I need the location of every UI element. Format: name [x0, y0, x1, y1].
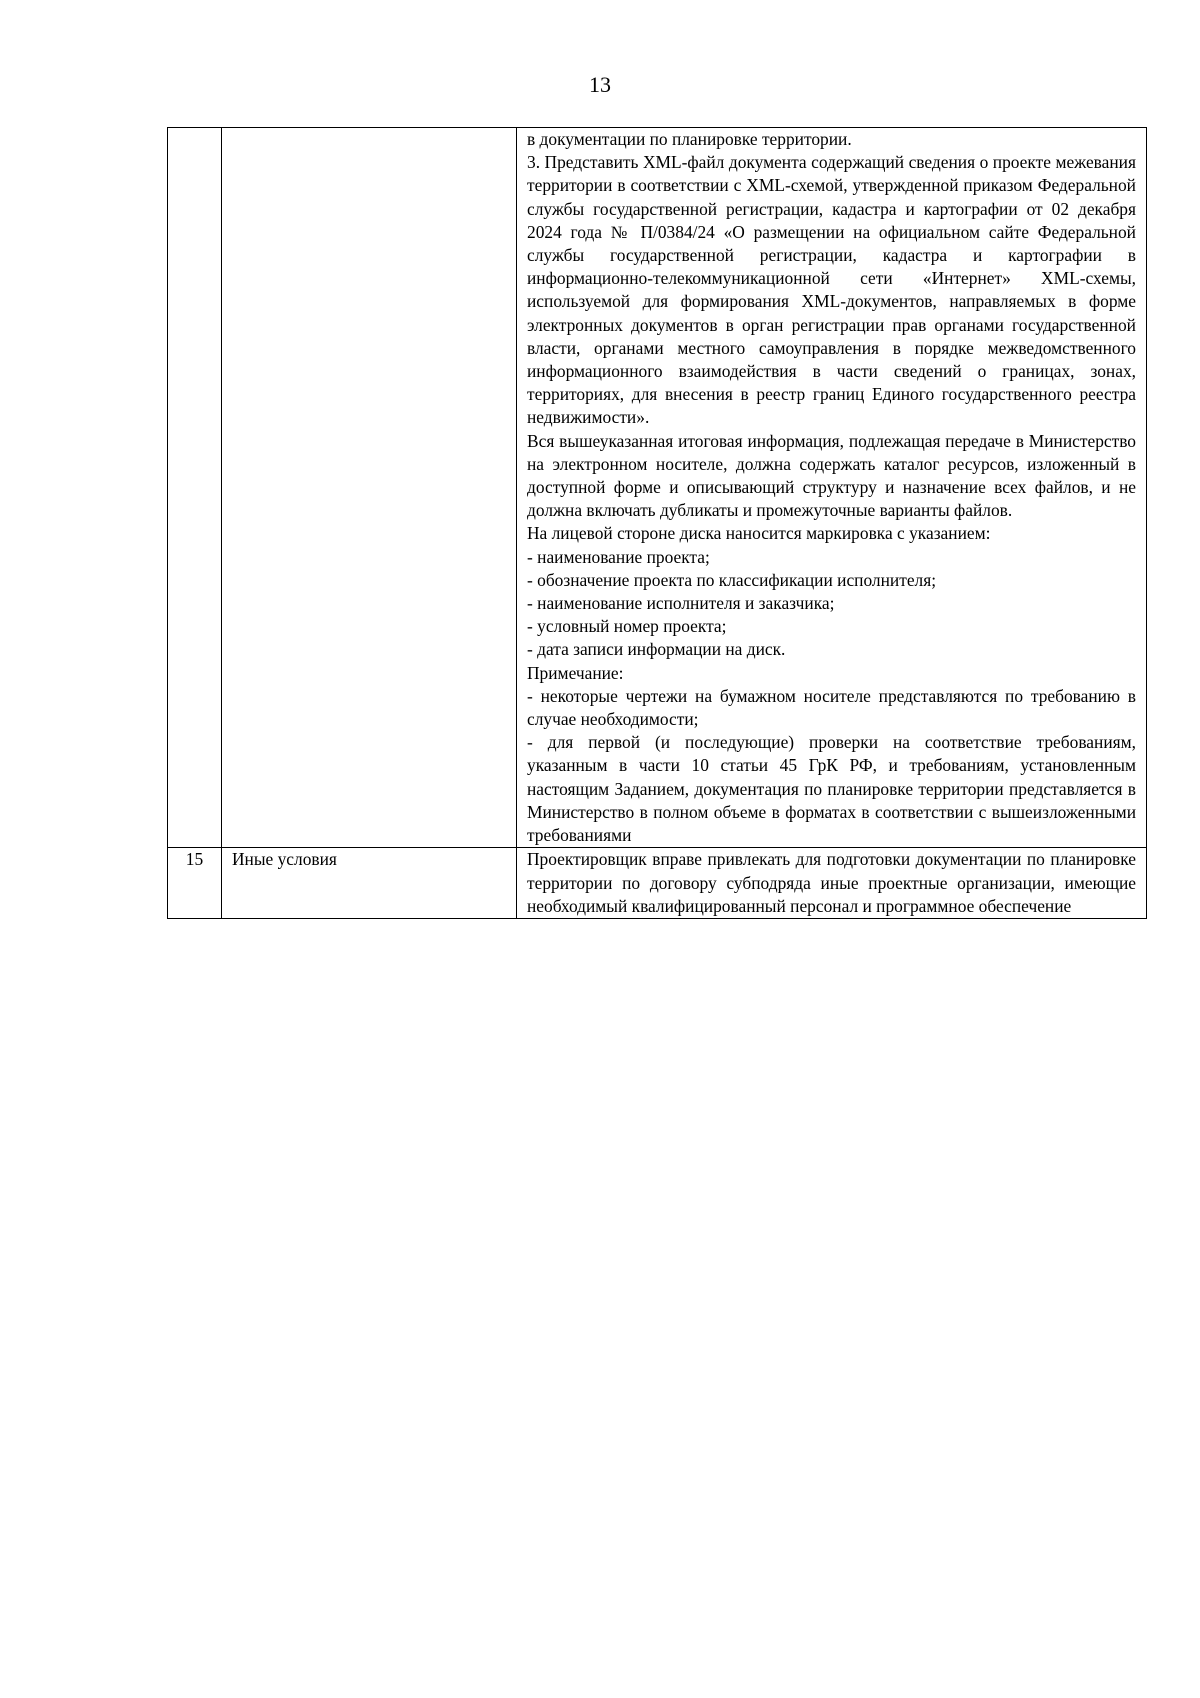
list-item: - обозначение проекта по классификации исполнителя; — [527, 569, 937, 590]
row-number-cell: 15 — [168, 848, 222, 919]
note-item: - некоторые чертежи на бумажном носителе представляются по требованию в случае необходимости; — [527, 685, 1136, 730]
list-item: - наименование исполнителя и заказчика; — [527, 593, 835, 614]
list-item: - наименование проекта; — [527, 546, 710, 567]
list-item: - условный номер проекта; — [527, 616, 727, 637]
paragraph: Вся вышеуказанная итоговая информация, подлежащая передаче в Министерство на электронном носителе, должна содержать каталог ресурсов, изложенный в доступной форме и описывающий структуру и назначение всех файлов, и не должна включать дубликаты и промежуточные варианты файлов. — [527, 430, 1136, 521]
page-number: 13 — [589, 72, 611, 97]
row-description-cell — [517, 128, 1147, 848]
table-row — [168, 848, 1147, 919]
paragraph: На лицевой стороне диска наносится маркировка с указанием: — [527, 523, 991, 544]
note-heading: Примечание: — [527, 662, 624, 683]
row-name-cell — [222, 128, 517, 848]
requirements-table — [167, 127, 1147, 919]
table-row — [168, 128, 1147, 848]
row-number-cell — [168, 128, 222, 848]
paragraph: в документации по планировке территории. — [527, 129, 852, 149]
paragraph: Проектировщик вправе привлекать для подготовки документации по планировке территории по договору субподряда иные проектные организации, имеющие необходимый квалифицированный персонал и программное обеспечение — [527, 849, 1136, 916]
note-item: - для первой (и последующие) проверки на соответствие требованиям, указанным в части 10 статьи 45 ГрК РФ, и требованиям, установленным настоящим Заданием, документация по планировке территории представляется в Министерство в полном объеме в форматах в соответствии с вышеизложенными требованиями — [527, 732, 1136, 846]
list-item: - дата записи информации на диск. — [527, 639, 786, 660]
row-description-cell — [517, 848, 1147, 919]
row-name-cell: Иные условия — [222, 848, 517, 919]
paragraph: 3. Представить XML-файл документа содержащий сведения о проекте межевания территории в соответствии с XML-схемой, утвержденной приказом Федеральной службы государственной регистрации, кадастра и картографии от 02 декабря 2024 года № П/0384/24 «О размещении на официальном сайте Федеральной службы государственной регистрации, кадастра и картографии в информационно-телекоммуникационной сети «Интернет» XML-схемы, используемой для формирования XML-документов, направляемых в форме электронных документов в орган регистрации прав органами государственной власти, органами местного самоуправления в порядке межведомственного информационного взаимодействия в части сведений о границах, зонах, территориях, для внесения в реестр границ Единого государственного реестра недвижимости». — [527, 152, 1136, 428]
